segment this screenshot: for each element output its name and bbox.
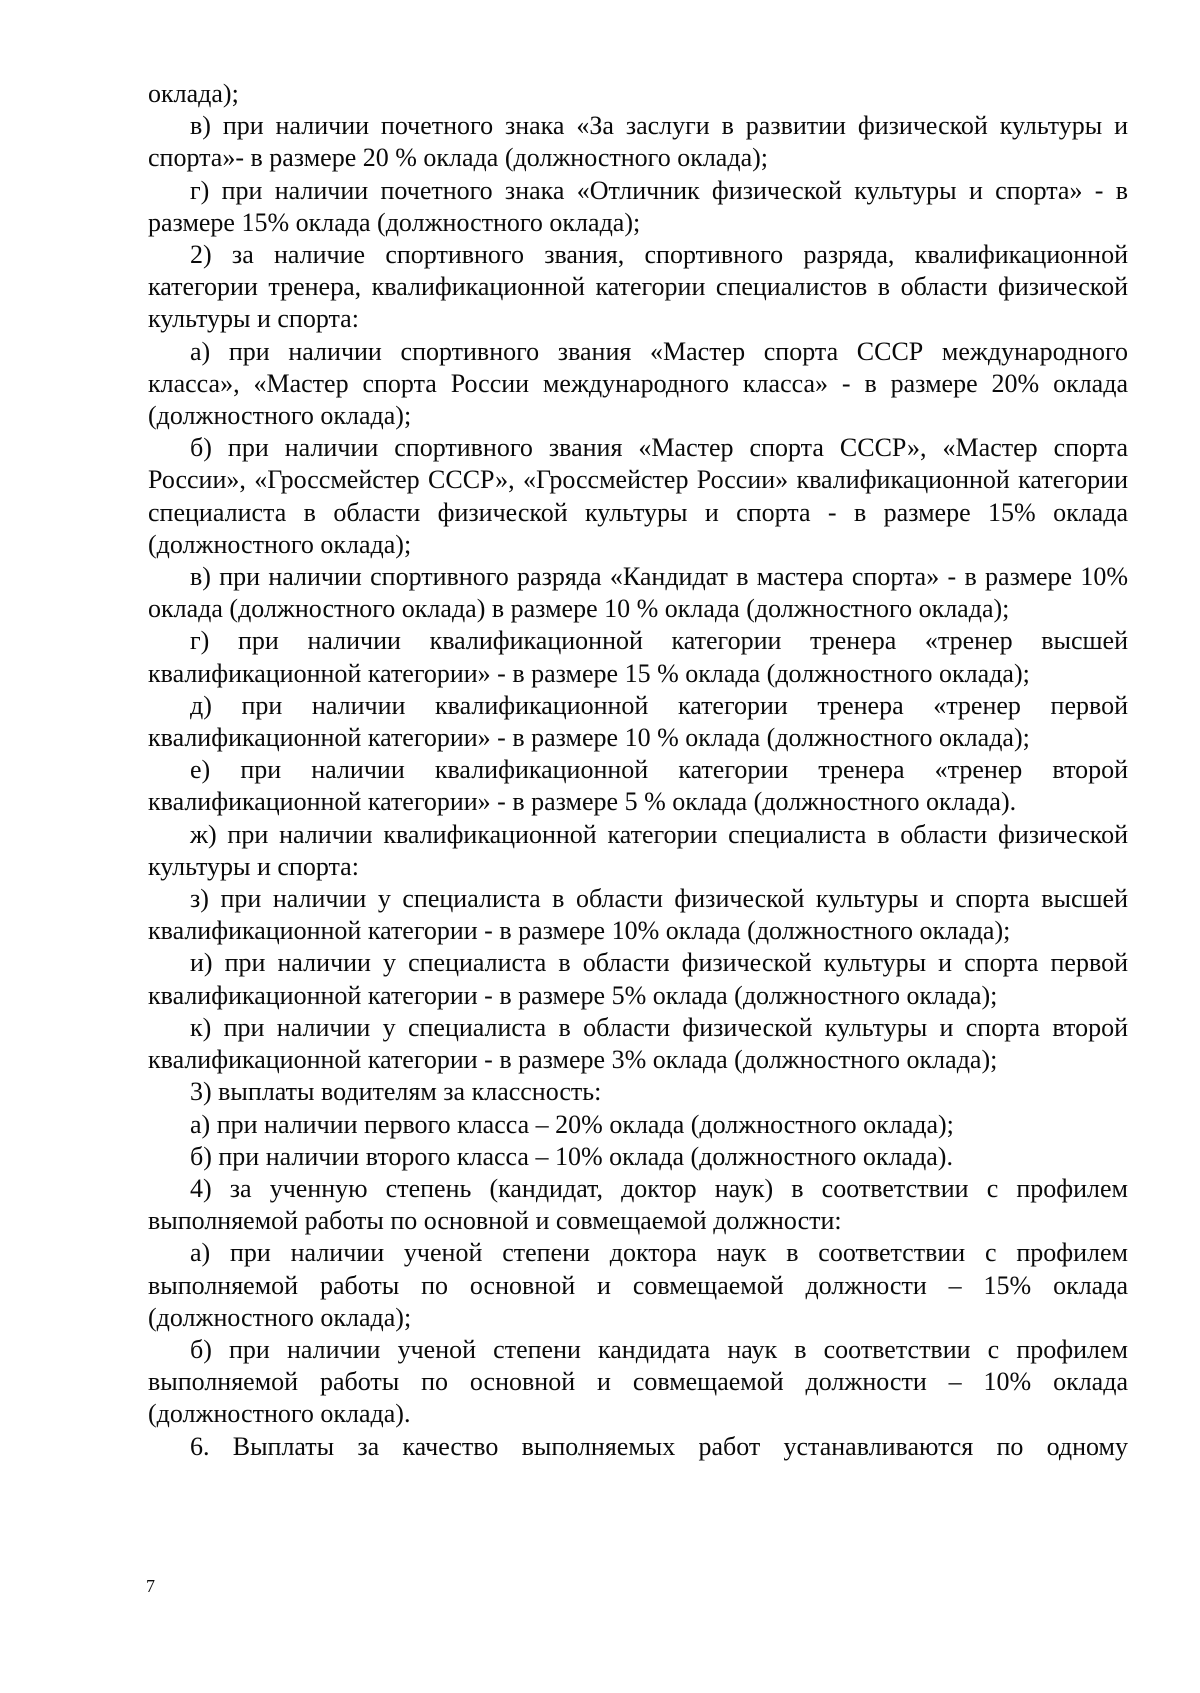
paragraph: 3) выплаты водителям за классность: xyxy=(190,1077,602,1107)
paragraph: е) при наличии квалификационной категории тренера «тренер второй квалификационной категории» - в размере 5 % оклада (должностного оклада). xyxy=(148,755,1128,817)
paragraph: а) при наличии ученой степени доктора наук в соответствии с профилем выполняемой работы по основной и совмещаемой должности – 15% оклада (должностного оклада); xyxy=(148,1238,1128,1332)
paragraph: з) при наличии у специалиста в области физической культуры и спорта высшей квалификационной категории - в размере 10% оклада (должностного оклада); xyxy=(148,884,1128,946)
page-number: 7 xyxy=(146,1576,155,1596)
paragraph: б) при наличии второго класса – 10% оклада (должностного оклада). xyxy=(190,1141,953,1171)
paragraph: г) при наличии квалификационной категории тренера «тренер высшей квалификационной категории» - в размере 15 % оклада (должностного оклада); xyxy=(148,626,1128,688)
paragraph: в) при наличии спортивного разряда «Кандидат в мастера спорта» - в размере 10% оклада (должностного оклада) в размере 10 % оклада (должностного оклада); xyxy=(148,562,1128,624)
paragraph: 2) за наличие спортивного звания, спортивного разряда, квалификационной категории тренера, квалификационной категории специалистов в области физической культуры и спорта: xyxy=(148,240,1128,334)
paragraph: г) при наличии почетного знака «Отличник физической культуры и спорта» - в размере 15% оклада (должностного оклада); xyxy=(148,175,1128,237)
paragraph: 6. Выплаты за качество выполняемых работ устанавливаются по одному xyxy=(190,1431,1128,1461)
paragraph: д) при наличии квалификационной категории тренера «тренер первой квалификационной категории» - в размере 10 % оклада (должностного оклада); xyxy=(148,690,1128,753)
paragraph: оклада); xyxy=(148,79,239,108)
paragraph: в) при наличии почетного знака «За заслуги в развитии физической культуры и спорта»- в размере 20 % оклада (должностного оклада); xyxy=(148,111,1128,173)
paragraph: а) при наличии спортивного звания «Мастер спорта СССР международного класса», «Мастер спорта России международного класса» - в размере 20% оклада (должностного оклада); xyxy=(148,336,1128,431)
paragraph: б) при наличии ученой степени кандидата наук в соответствии с профилем выполняемой работы по основной и совмещаемой должности – 10% оклада (должностного оклада). xyxy=(148,1334,1128,1429)
paragraph: к) при наличии у специалиста в области физической культуры и спорта второй квалификационной категории - в размере 3% оклада (должностного оклада); xyxy=(148,1012,1128,1075)
paragraph: а) при наличии первого класса – 20% оклада (должностного оклада); xyxy=(190,1109,954,1139)
document-page xyxy=(148,78,1128,1463)
paragraph: б) при наличии спортивного звания «Мастер спорта СССР», «Мастер спорта России», «Гроссмейстер СССР», «Гроссмейстер России» квалификационной категории специалиста в области физической культуры и спорта - в размере 15% оклада (должностного оклада); xyxy=(148,433,1128,559)
paragraph: 4) за ученную степень (кандидат, доктор наук) в соответствии с профилем выполняемой работы по основной и совмещаемой должности: xyxy=(148,1173,1128,1236)
paragraph: ж) при наличии квалификационной категории специалиста в области физической культуры и спорта: xyxy=(148,819,1128,881)
paragraph: и) при наличии у специалиста в области физической культуры и спорта первой квалификационной категории - в размере 5% оклада (должностного оклада); xyxy=(148,948,1128,1010)
